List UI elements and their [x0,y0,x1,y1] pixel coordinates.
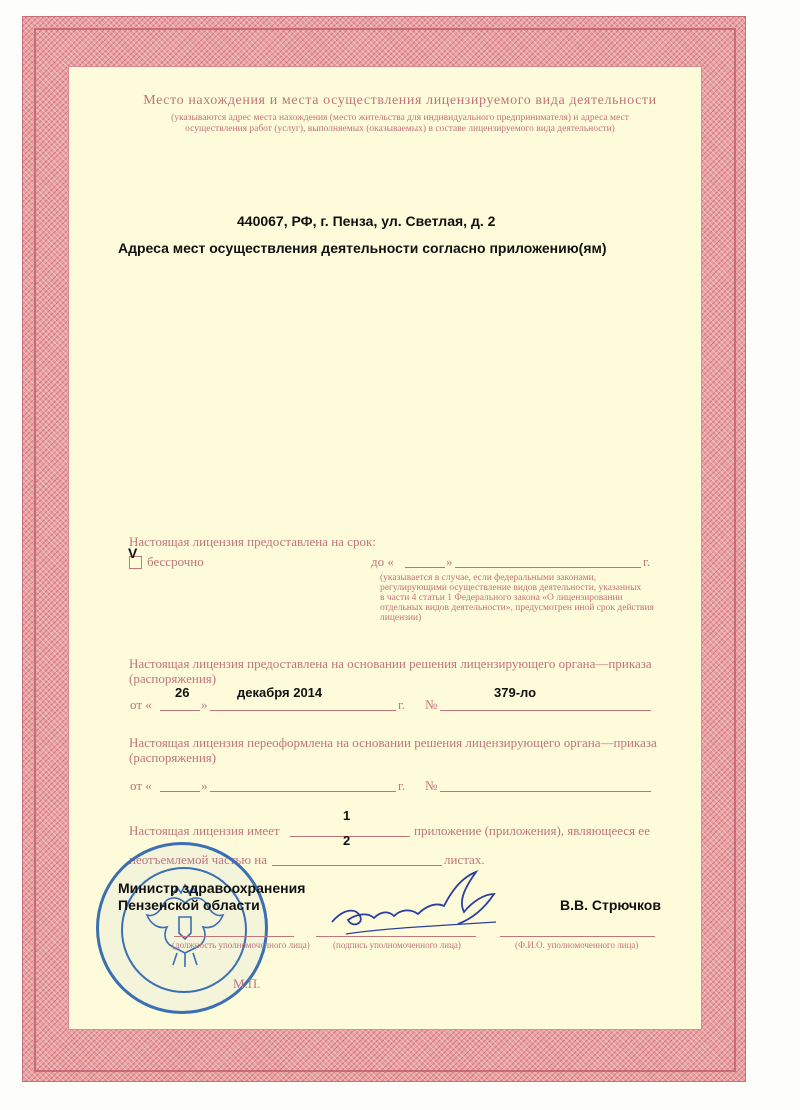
appendix-sheets: 2 [343,833,351,848]
org-line2: Пензенской области [118,897,260,913]
reissued-line2: (распоряжения) [129,750,217,765]
granted-from-prefix: от « [130,697,152,712]
granted-date-line [210,710,396,711]
term-until-suffix: г. [643,554,651,569]
term-note-line1: (указывается в случае, если федеральными законами, [380,573,597,583]
term-date-line [455,567,641,568]
reissued-from-prefix: от « [130,778,152,793]
reissued-number-line [440,791,651,792]
term-unlimited: бессрочно [147,554,204,569]
reissued-year-suffix: г. [398,778,406,793]
appendix-text: приложение (приложения), являющееся ее [414,823,650,838]
term-note-line2: регулирующими осуществление видов деятельности, указанных [380,583,642,593]
appendix-line2: неотъемлемой частью на [129,852,268,867]
granted-number: 379-ло [494,685,537,700]
org-line1: Министр здравоохранения [118,880,306,896]
granted-from-mid: » [201,697,208,712]
addresses-note: Адреса мест осуществления деятельности согласно приложению(ям) [118,240,607,256]
granted-month: декабря 2014 [237,685,323,700]
term-check-mark: V [128,545,138,561]
name-line [500,936,655,937]
header-note-line1: (указываются адрес места нахождения (место жительства для индивидуального предпринимателя) и адреса мест [171,113,629,123]
granted-no-label: № [425,697,438,712]
appendix-label: Настоящая лицензия имеет [129,823,280,838]
granted-line1: Настоящая лицензия предоставлена на основании решения лицензирующего органа—приказа [129,656,652,671]
caption-name: (Ф.И.О. уполномоченного лица) [515,940,639,950]
reissued-from-mid: » [201,778,208,793]
reissued-day-line [160,791,200,792]
granted-year-suffix: г. [398,697,406,712]
term-note-line5: лицензии) [380,613,422,623]
appendix-sheets-suffix: листах. [444,852,485,867]
mp-label: М.П. [233,976,261,991]
granted-day: 26 [175,685,190,700]
header-title: Место нахождения и места осуществления лицензируемого вида деятельности [143,93,657,108]
granted-line2: (распоряжения) [129,671,217,686]
term-note-line3: в части 4 статьи 1 Федерального закона «О лицензировании [380,593,623,603]
term-note-line4: отдельных видов деятельности», предусмотрен иной срок действия [380,603,654,613]
signature-line [316,936,476,937]
reissued-no-label: № [425,778,438,793]
reissued-line1: Настоящая лицензия переоформлена на основании решения лицензирующего органа—приказа [129,735,657,750]
appendix-count: 1 [343,808,351,823]
term-label: Настоящая лицензия предоставлена на срок: [129,534,376,549]
granted-day-line [160,710,200,711]
position-line [174,936,294,937]
signer-name: В.В. Стрючков [560,897,661,913]
reissued-date-line [210,791,396,792]
term-until-prefix: до « [371,554,394,569]
handwritten-signature-icon [326,864,516,944]
address: 440067, РФ, г. Пенза, ул. Светлая, д. 2 [237,213,496,229]
caption-signature: (подпись уполномоченного лица) [333,940,461,950]
header-note-line2: осуществления работ (услуг), выполняемых (оказываемых) в составе лицензируемого вида деятельности) [185,124,615,134]
term-until-mid: » [446,554,453,569]
caption-position: (должность уполномоченного лица) [172,940,310,950]
term-day-line [405,567,445,568]
granted-number-line [440,710,651,711]
